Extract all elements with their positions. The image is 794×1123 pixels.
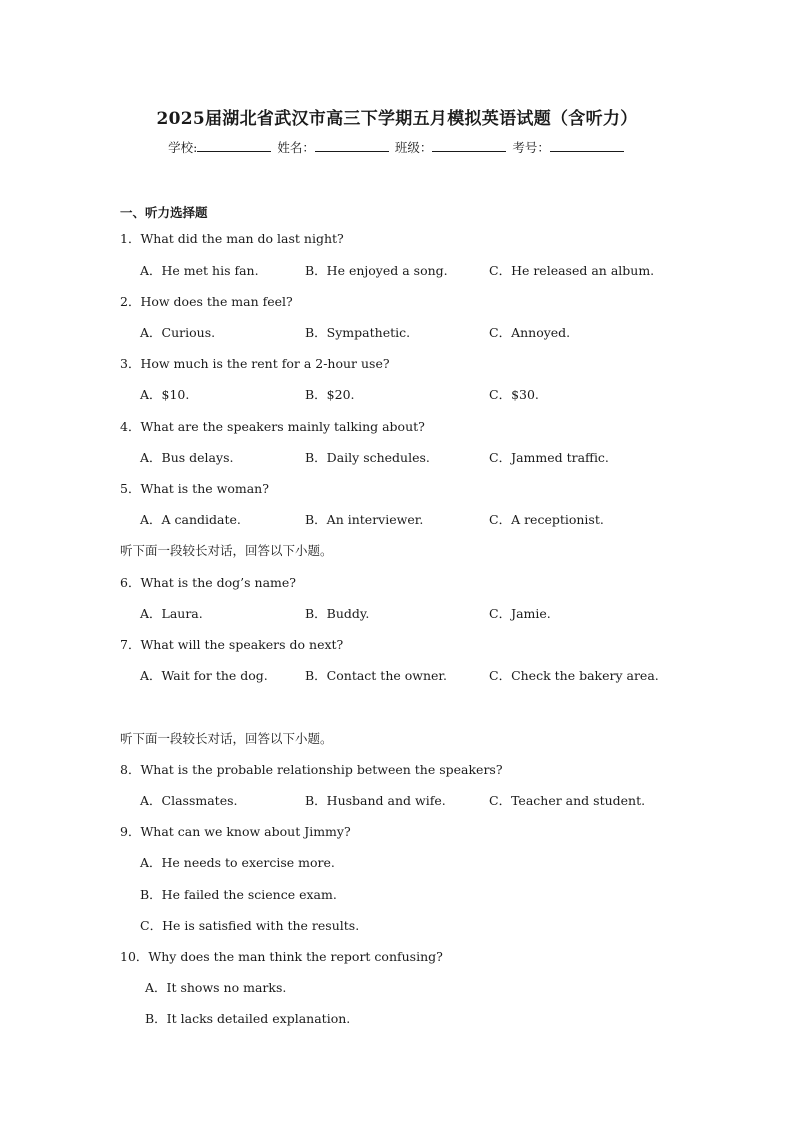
question-number: 6． <box>120 575 141 590</box>
q10-option-a: A．It shows no marks. <box>145 980 287 995</box>
question-number: 2． <box>120 294 141 309</box>
q1-option-a: A．He met his fan. <box>140 263 259 278</box>
question-text: What is the probable relationship between the speakers? <box>140 762 503 777</box>
question-2 <box>120 292 293 310</box>
q4-option-b: B．Daily schedules. <box>305 450 430 465</box>
name-blank <box>315 140 389 152</box>
q6-option-a: A．Laura. <box>140 606 203 621</box>
question-number: 4． <box>120 419 141 434</box>
question-text: What will the speakers do next? <box>140 637 344 652</box>
q7-option-b: B．Contact the owner. <box>305 668 447 683</box>
question-4 <box>120 417 425 435</box>
question-3 <box>120 354 390 372</box>
class-label: 班级： <box>394 140 433 155</box>
q3-option-b: B．$20. <box>305 387 355 402</box>
question-number: 10． <box>120 949 149 964</box>
q9-option-b: B．He failed the science exam. <box>140 887 337 902</box>
question-10 <box>120 947 443 965</box>
q5-option-a: A．A candidate. <box>140 512 241 527</box>
exam-number-blank <box>550 140 624 152</box>
section-title: 一、听力选择题 <box>120 205 208 220</box>
q4-option-a: A．Bus delays. <box>140 450 234 465</box>
q2-option-b: B．Sympathetic. <box>305 325 411 340</box>
q8-option-a: A．Classmates. <box>140 793 238 808</box>
question-number: 9． <box>120 824 141 839</box>
q9-option-a: A．He needs to exercise more. <box>140 855 335 870</box>
q8-option-b: B．Husband and wife. <box>305 793 446 808</box>
q2-option-c: C．Annoyed. <box>489 325 571 340</box>
q8-option-c: C．Teacher and student. <box>489 793 646 808</box>
dialogue-instruction: 听下面一段较长对话，回答以下小题。 <box>120 543 333 558</box>
student-info-fields <box>0 138 794 156</box>
question-text: How much is the rent for a 2-hour use? <box>140 356 390 371</box>
page-title: 2025届湖北省武汉市高三下学期五月模拟英语试题（含听力） <box>156 109 638 129</box>
question-text: What did the man do last night? <box>140 231 344 246</box>
question-7 <box>120 635 343 653</box>
q7-option-c: C．Check the bakery area. <box>489 668 659 683</box>
q6-option-c: C．Jamie. <box>489 606 551 621</box>
question-text: What is the woman? <box>140 481 269 496</box>
question-5 <box>120 479 269 497</box>
question-8 <box>120 760 503 778</box>
school-label: 学校: <box>168 140 198 155</box>
q3-option-c: C．$30. <box>489 387 539 402</box>
dialogue-instruction: 听下面一段较长对话，回答以下小题。 <box>120 731 333 746</box>
q5-option-c: C．A receptionist. <box>489 512 604 527</box>
question-text: What is the dog’s name? <box>140 575 296 590</box>
question-text: How does the man feel? <box>140 294 293 309</box>
q7-option-a: A．Wait for the dog. <box>140 668 268 683</box>
question-9 <box>120 822 351 840</box>
school-blank <box>197 140 271 152</box>
name-label: 姓名： <box>277 140 315 155</box>
question-text: Why does the man think the report confusing? <box>148 949 443 964</box>
question-6 <box>120 573 296 591</box>
q3-option-a: A．$10. <box>140 387 190 402</box>
q1-option-b: B．He enjoyed a song. <box>305 263 448 278</box>
class-blank <box>432 140 506 152</box>
q6-option-b: B．Buddy. <box>305 606 370 621</box>
q4-option-c: C．Jammed traffic. <box>489 450 609 465</box>
question-text: What can we know about Jimmy? <box>140 824 351 839</box>
q5-option-b: B．An interviewer. <box>305 512 424 527</box>
q2-option-a: A．Curious. <box>140 325 216 340</box>
question-number: 5． <box>120 481 141 496</box>
q10-option-b: B．It lacks detailed explanation. <box>145 1011 351 1026</box>
question-number: 3． <box>120 356 141 371</box>
question-number: 7． <box>120 637 141 652</box>
q9-option-c: C．He is satisfied with the results. <box>140 918 360 933</box>
question-text: What are the speakers mainly talking about? <box>140 419 425 434</box>
q1-option-c: C．He released an album. <box>489 263 655 278</box>
question-1 <box>120 229 344 247</box>
question-number: 1． <box>120 231 141 246</box>
question-number: 8． <box>120 762 141 777</box>
exam-number-label: 考号： <box>512 140 550 155</box>
